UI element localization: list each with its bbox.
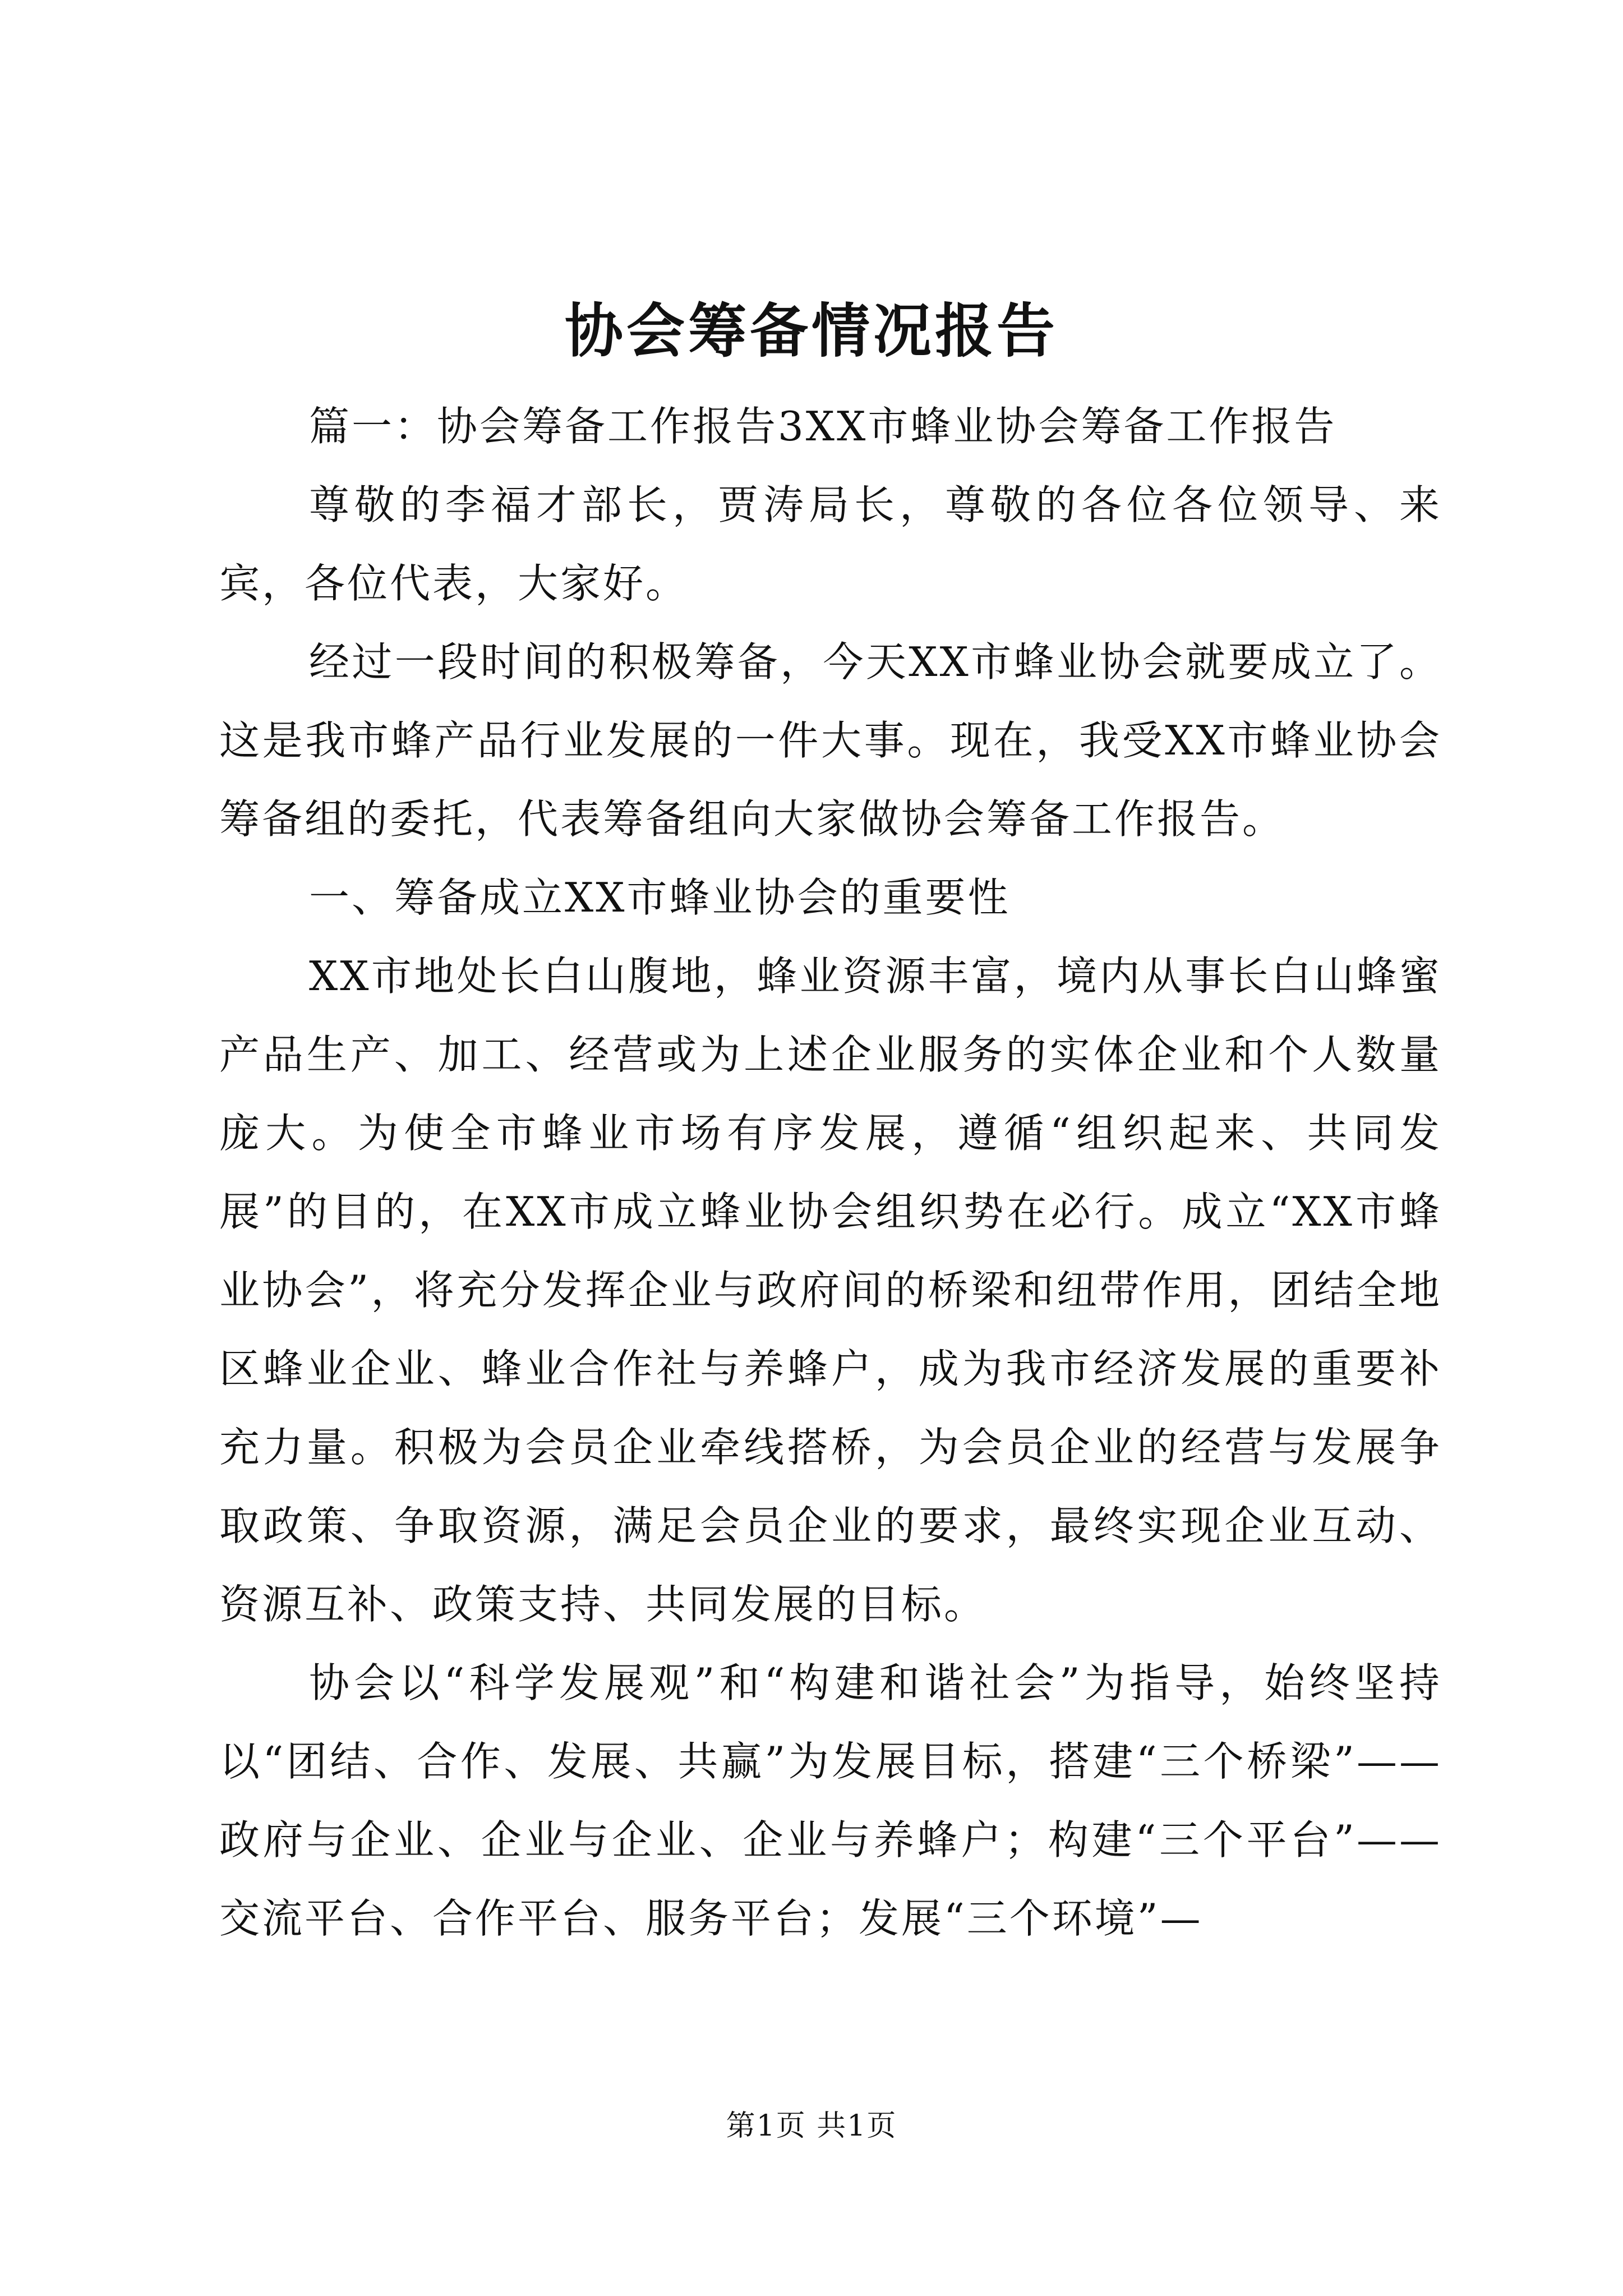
document-body: [219, 387, 1442, 1958]
paragraph-introduction: 经过一段时间的积极筹备，今天XX市蜂业协会就要成立了。这是我市蜂产品行业发展的一件大事。现在，我受XX市蜂业协会筹备组的委托，代表筹备组向大家做协会筹备工作报告。: [219, 638, 1442, 843]
paragraph-importance: XX市地处长白山腹地，蜂业资源丰富，境内从事长白山蜂蜜产品生产、加工、经营或为上述企业服务的实体企业和个人数量庞大。为使全市蜂业市场有序发展，遵循“组织起来、共同发展”的目的，在XX市成立蜂业协会组织势在必行。成立“XX市蜂业协会”，将充分发挥企业与政府间的桥梁和纽带作用，团结全地区蜂业企业、蜂业合作社与养蜂户，成为我市经济发展的重要补充力量。积极为会员企业牵线搭桥，为会员企业的经营与发展争取政策、争取资源，满足会员企业的要求，最终实现企业互动、资源互补、政策支持、共同发展的目标。: [219, 953, 1442, 1628]
paragraph-salutation: 尊敬的李福才部长，贾涛局长，尊敬的各位各位领导、来宾，各位代表，大家好。: [219, 481, 1442, 607]
page-number-footer: 第1页 共1页: [726, 2109, 897, 2143]
paragraph-chapter-heading: 篇一：协会筹备工作报告3XX市蜂业协会筹备工作报告: [309, 403, 1337, 450]
section-heading-importance: 一、筹备成立XX市蜂业协会的重要性: [309, 874, 1011, 921]
paragraph-guidance: 协会以“科学发展观”和“构建和谐社会”为指导，始终坚持以“团结、合作、发展、共赢”为发展目标，搭建“三个桥梁”——政府与企业、企业与企业、企业与养蜂户；构建“三个平台”——交流平台、合作平台、服务平台；发展“三个环境”—: [219, 1659, 1442, 1942]
document-title: 协会筹备情况报告: [564, 296, 1058, 365]
